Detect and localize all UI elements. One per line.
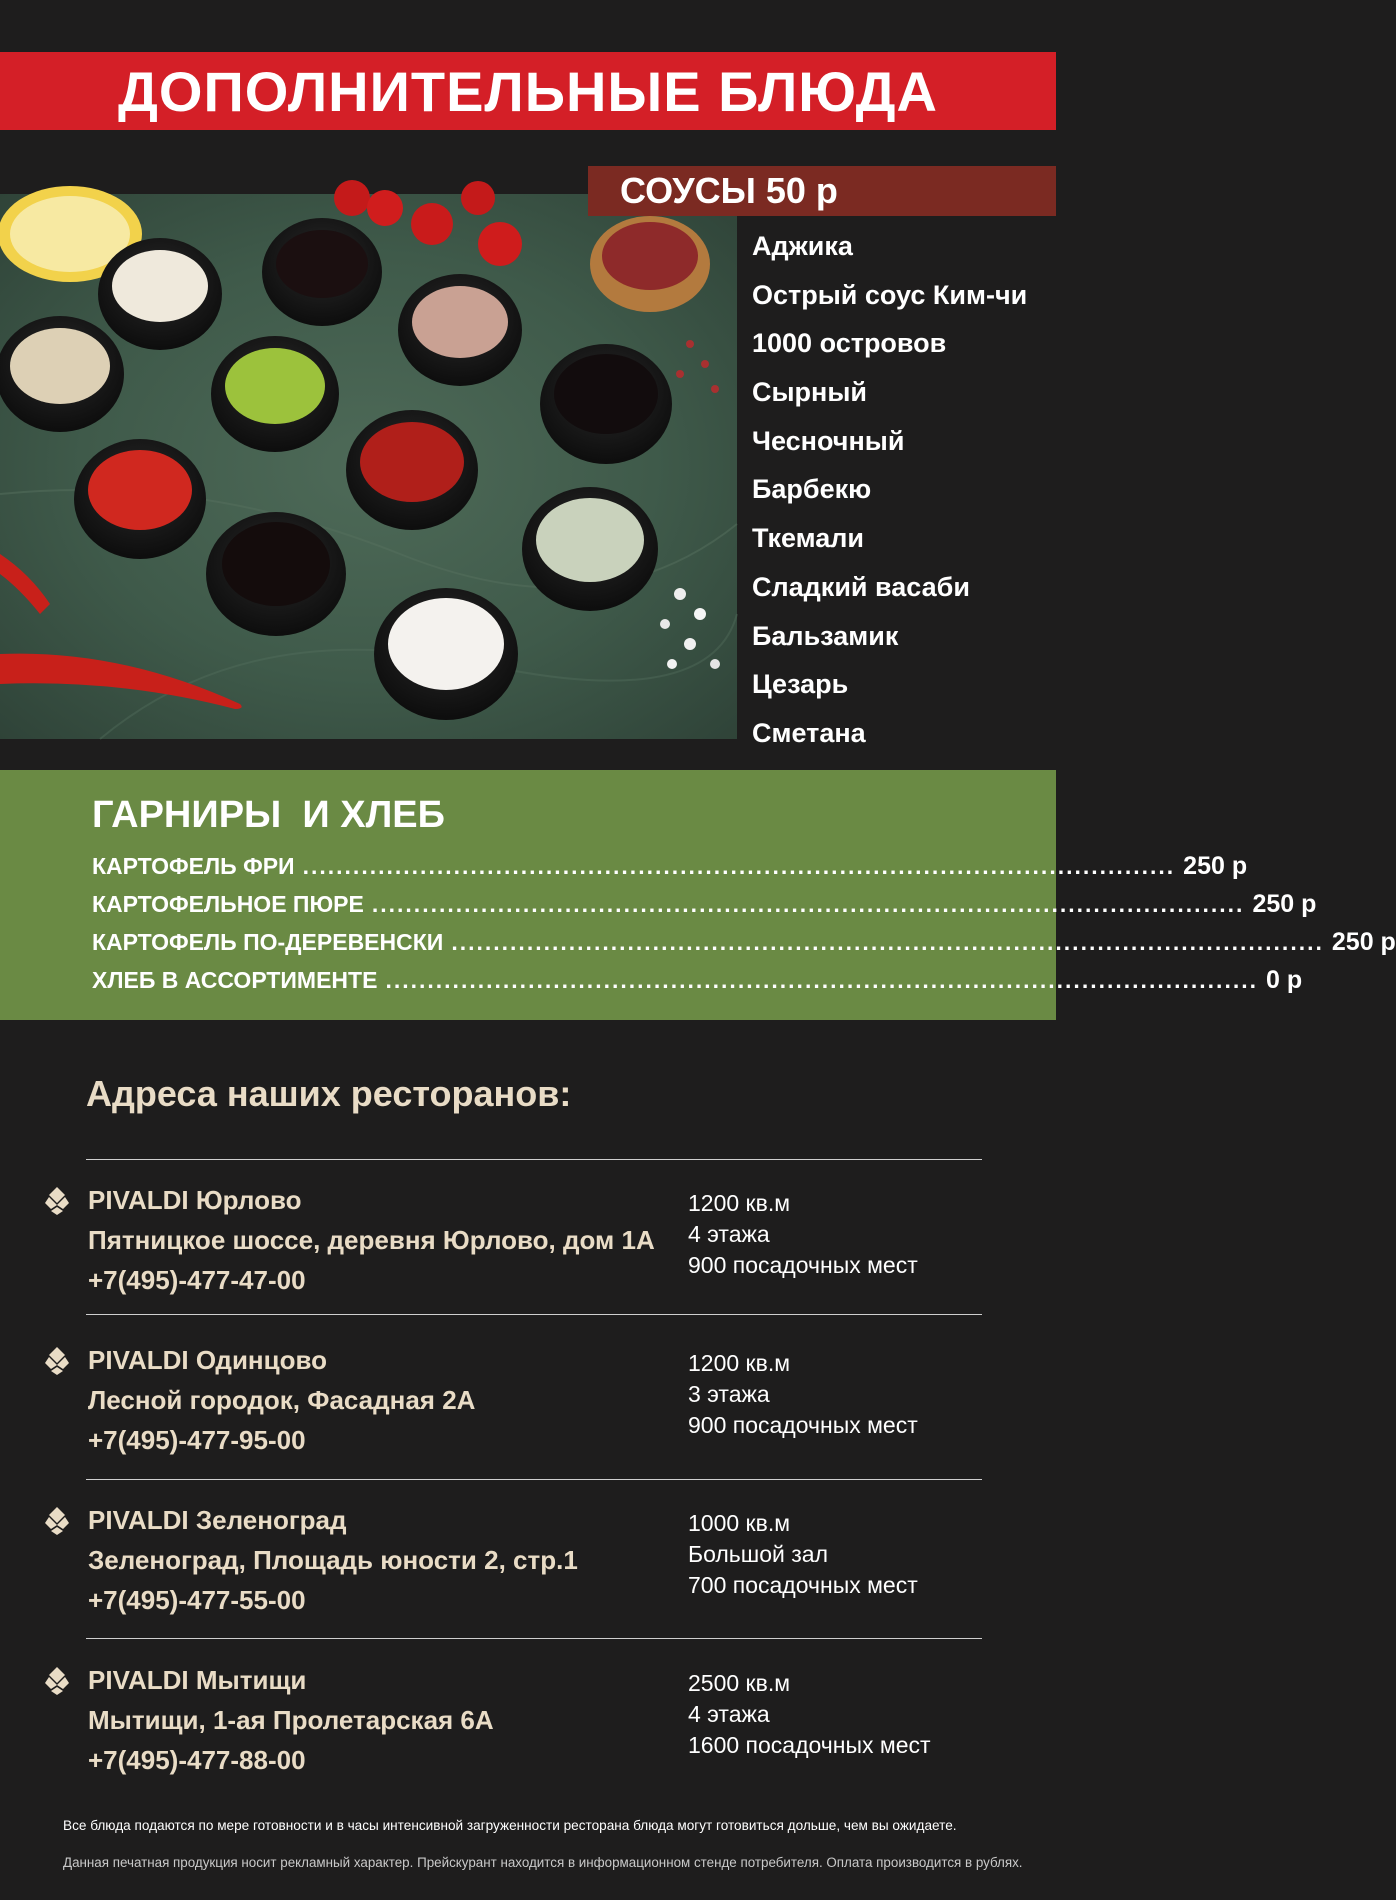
bowl-white-2 [374,588,518,720]
sauce-item: Острый соус Ким-чи [752,279,1028,310]
restaurant-card [0,1180,1056,1310]
restaurant-phone[interactable]: +7(495)-477-55-00 [88,1585,306,1615]
hop-icon [44,1506,70,1536]
restaurant-card [0,1500,1056,1630]
garnish-title: ГАРНИРЫ И ХЛЕБ [92,794,445,836]
garnish-item-name: КАРТОФЕЛЬНОЕ ПЮРЕ [92,891,364,917]
sauce-item: 1000 островов [752,328,947,359]
sauce-bowls-illustration [0,194,737,739]
restaurant-address: Зеленоград, Площадь юности 2, стр.1 [88,1545,578,1575]
bowl-dark-2 [540,344,672,464]
restaurant-area: 1200 кв.м [688,1350,791,1376]
bowl-white-1 [98,238,222,350]
restaurant-stats [688,1668,931,1761]
bowl-green [211,336,339,452]
bowl-red-1 [74,439,206,559]
restaurant-address: Пятницкое шоссе, деревня Юрлово, дом 1А [88,1225,655,1255]
restaurant-address: Лесной городок, Фасадная 2А [88,1385,476,1415]
restaurant-info [88,1340,475,1460]
divider [86,1479,982,1480]
addresses-title: Адреса наших ресторанов: [86,1073,572,1114]
restaurant-info [88,1660,494,1780]
sauce-item: Сладкий васаби [752,571,970,602]
restaurant-card [0,1340,1056,1470]
restaurant-stats [688,1508,918,1601]
restaurant-seats: 900 посадочных мест [688,1412,918,1438]
garnish-item [92,852,1248,890]
garnish-item-name: КАРТОФЕЛЬ ПО-ДЕРЕВЕНСКИ [92,929,444,955]
chili-pepper-icon [0,554,242,709]
dot-leader: ........................................................................................................ [451,929,1324,955]
restaurant-area: 2500 кв.м [688,1670,791,1696]
hop-icon [44,1666,70,1696]
dot-leader: ........................................................................................................ [385,967,1259,993]
restaurant-stats [688,1348,918,1441]
restaurant-floors: 4 этажа [688,1221,770,1247]
restaurant-name: PIVALDI Юрлово [88,1185,302,1215]
divider [86,1638,982,1639]
restaurant-area: 1000 кв.м [688,1510,791,1536]
restaurant-card [0,1660,1056,1790]
garnish-item-price: 250 р [1331,928,1396,956]
sauce-item: Сырный [752,377,868,408]
garnish-item-price: 0 р [1266,966,1303,994]
restaurant-name: PIVALDI Мытищи [88,1665,307,1695]
garnish-item-price: 250 р [1183,852,1248,880]
restaurant-phone[interactable]: +7(495)-477-88-00 [88,1745,306,1775]
restaurant-info [88,1180,655,1300]
dot-leader: ........................................................................................................ [302,853,1176,879]
hop-icon [44,1346,70,1376]
divider [86,1314,982,1315]
restaurant-phone[interactable]: +7(495)-477-95-00 [88,1425,306,1455]
footer-note: Все блюда подаются по мере готовности и в часы интенсивной загруженности ресторана блюда могут готовиться дольше, чем вы ожидаете. [63,1818,957,1833]
bowl-light-green [522,487,658,611]
bowl-dark-1 [262,218,382,326]
sauce-item: Бальзамик [752,620,899,651]
footer-disclaimer: Данная печатная продукция носит рекламный характер. Прейскурант находится в информационном стенде потребителя. Оплата производится в рублях. [63,1855,1023,1870]
sauce-list [752,222,1027,758]
bowl-cream [0,316,124,432]
restaurant-info [88,1500,578,1620]
sauce-item: Чесночный [752,425,905,456]
garnish-item [92,928,1396,966]
restaurant-stats [688,1188,918,1281]
garnish-item [92,966,1303,1004]
bowl-dark-3 [206,512,346,636]
restaurant-area: 1200 кв.м [688,1190,791,1216]
hop-icon [44,1186,70,1216]
garnish-item [92,890,1317,928]
restaurant-floors: 4 этажа [688,1701,770,1727]
salt-icon [660,588,720,669]
garnish-list [92,852,1396,1004]
sauces-header [588,166,1056,216]
sauces-photo [0,194,737,739]
bowl-red-2 [346,410,478,530]
restaurant-floors: 3 этажа [688,1381,770,1407]
restaurant-name: PIVALDI Зеленоград [88,1505,347,1535]
restaurant-seats: 1600 посадочных мест [688,1732,931,1758]
restaurant-address: Мытищи, 1-ая Пролетарская 6А [88,1705,494,1735]
divider [86,1159,982,1160]
garnish-item-name: ХЛЕБ В АССОРТИМЕНТЕ [92,967,378,993]
restaurant-seats: 900 посадочных мест [688,1252,918,1278]
page-title: ДОПОЛНИТЕЛЬНЫЕ БЛЮДА [118,59,938,123]
sauce-item: Барбекю [752,474,872,505]
dot-leader: ........................................................................................................ [371,891,1245,917]
restaurant-floors: Большой зал [688,1541,829,1567]
sauces-header-label: СОУСЫ 50 р [620,170,838,211]
sauce-item: Сметана [752,717,866,748]
sauce-item: Цезарь [752,669,849,700]
sauce-item: Ткемали [752,523,865,554]
sauce-item: Аджика [752,231,853,261]
garnish-item-name: КАРТОФЕЛЬ ФРИ [92,853,295,879]
restaurant-seats: 700 посадочных мест [688,1572,918,1598]
title-banner [0,52,1056,130]
garnish-item-price: 250 р [1252,890,1317,918]
restaurant-phone[interactable]: +7(495)-477-47-00 [88,1265,306,1295]
bowl-pink [398,274,522,386]
restaurant-name: PIVALDI Одинцово [88,1345,328,1375]
garnish-section [0,770,1396,1020]
